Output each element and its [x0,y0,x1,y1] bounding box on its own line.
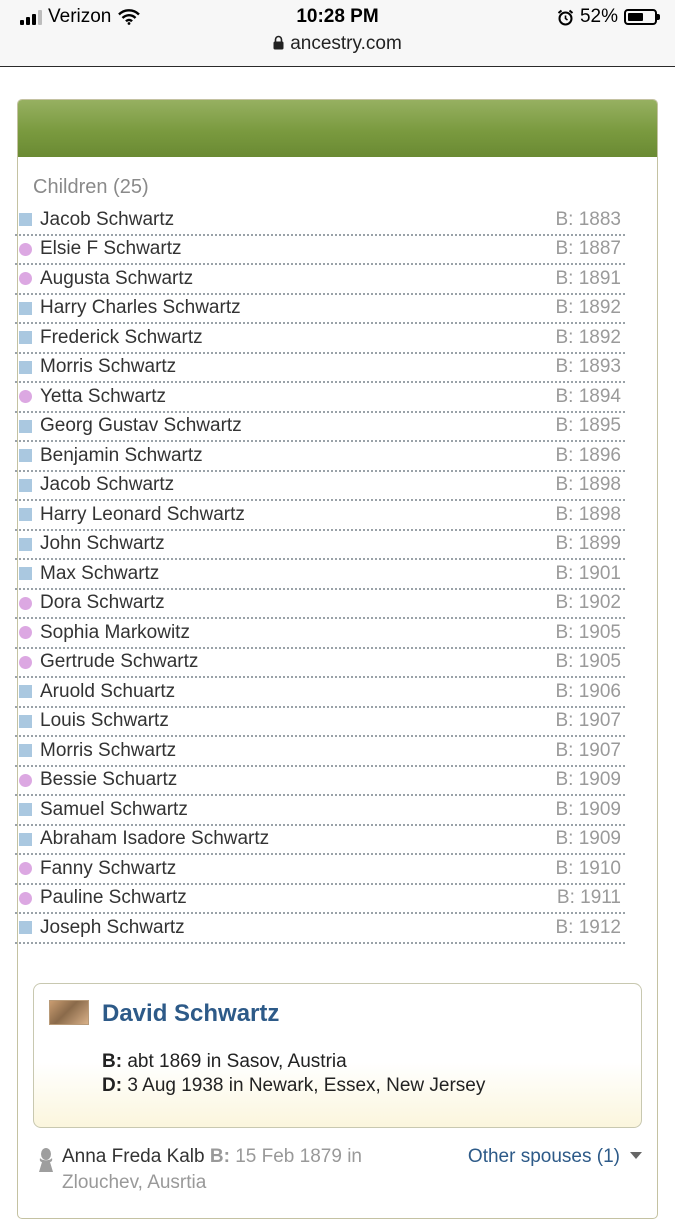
child-name-link[interactable]: Joseph Schwartz [40,916,185,938]
child-birth-year: B: 1905 [555,651,621,673]
person-photo-thumbnail[interactable] [49,1000,89,1025]
children-title: Children (25) [33,176,149,198]
child-row[interactable] [15,472,625,502]
child-name-link[interactable]: Sophia Markowitz [40,621,190,643]
person-death-fact [102,1075,485,1097]
status-bar [0,0,675,67]
child-row[interactable] [15,236,625,266]
child-birth-year: B: 1910 [555,857,621,879]
female-marker-icon [19,243,32,256]
child-row[interactable] [15,678,625,708]
female-marker-icon [19,272,32,285]
male-marker-icon [19,803,32,816]
child-row[interactable] [15,708,625,738]
child-name-link[interactable]: Augusta Schwartz [40,267,194,289]
male-marker-icon [19,567,32,580]
child-birth-year: B: 1909 [555,828,621,850]
child-row[interactable] [15,767,625,797]
other-spouses-label: Other spouses (1) [467,1146,620,1167]
child-row[interactable] [15,413,625,443]
child-birth-year: B: 1894 [555,385,621,407]
child-name-link[interactable]: Gertrude Schwartz [40,651,199,673]
url-text: ancestry.com [290,33,402,54]
child-birth-year: B: 1892 [555,297,621,319]
carrier-label: Verizon [48,6,112,27]
child-name-link[interactable]: Benjamin Schwartz [40,444,203,466]
death-label: D: [102,1075,123,1096]
male-marker-icon [19,921,32,934]
child-birth-year: B: 1892 [555,326,621,348]
child-birth-year: B: 1907 [555,739,621,761]
spouse-birth-value: 15 Feb 1879 in [235,1146,362,1167]
child-name-link[interactable]: Morris Schwartz [40,739,177,761]
child-birth-year: B: 1902 [555,592,621,614]
child-birth-year: B: 1891 [555,267,621,289]
child-birth-year: B: 1911 [556,887,621,909]
child-row[interactable] [15,324,625,354]
child-row[interactable] [15,442,625,472]
child-birth-year: B: 1912 [555,916,621,938]
child-birth-year: B: 1883 [555,208,621,230]
male-marker-icon [19,302,32,315]
child-name-link[interactable]: Louis Schwartz [40,710,169,732]
female-silhouette-icon [36,1146,56,1174]
birth-value: abt 1869 in Sasov, Austria [127,1051,347,1072]
spouse-birth-place: Zlouchev, Ausrtia [62,1172,207,1193]
child-name-link[interactable]: John Schwartz [40,533,165,555]
child-row[interactable] [15,354,625,384]
male-marker-icon [19,744,32,757]
child-birth-year: B: 1901 [555,562,621,584]
child-birth-year: B: 1907 [555,710,621,732]
children-list [15,206,625,944]
child-name-link[interactable]: Frederick Schwartz [40,326,203,348]
child-birth-year: B: 1893 [555,356,621,378]
child-birth-year: B: 1899 [555,533,621,555]
child-name-link[interactable]: Max Schwartz [40,562,160,584]
child-birth-year: B: 1898 [555,474,621,496]
male-marker-icon [19,508,32,521]
male-marker-icon [19,538,32,551]
child-row[interactable] [15,206,625,236]
child-name-link[interactable]: Elsie F Schwartz [40,238,182,260]
child-row[interactable] [15,885,625,915]
status-right [557,6,657,28]
male-marker-icon [19,361,32,374]
status-time: 10:28 PM [296,6,379,27]
person-card[interactable] [33,983,642,1128]
birth-label: B: [102,1051,123,1072]
male-marker-icon [19,479,32,492]
female-marker-icon [19,892,32,905]
female-marker-icon [19,862,32,875]
male-marker-icon [19,715,32,728]
spouse-row [33,1144,642,1200]
child-row[interactable] [15,796,625,826]
child-name-link[interactable]: Fanny Schwartz [40,857,177,879]
child-name-link[interactable]: Harry Charles Schwartz [40,297,241,319]
alarm-icon [557,9,574,26]
child-birth-year: B: 1909 [555,769,621,791]
child-name-link[interactable]: Morris Schwartz [40,356,177,378]
lock-icon [273,35,284,50]
child-birth-year: B: 1909 [555,798,621,820]
female-marker-icon [19,656,32,669]
child-birth-year: B: 1895 [555,415,621,437]
child-birth-year: B: 1906 [555,680,621,702]
child-row[interactable] [15,383,625,413]
death-value: 3 Aug 1938 in Newark, Essex, New Jersey [127,1075,486,1096]
child-name-link[interactable]: Aruold Schuartz [40,680,176,702]
child-name-link[interactable]: Pauline Schwartz [40,887,187,909]
spouse-line [62,1146,362,1168]
child-row[interactable] [15,590,625,620]
child-name-link[interactable]: Yetta Schwartz [40,385,167,407]
url-bar[interactable] [0,33,675,55]
male-marker-icon [19,833,32,846]
child-row[interactable] [15,914,625,944]
female-marker-icon [19,774,32,787]
male-marker-icon [19,213,32,226]
child-row[interactable] [15,265,625,295]
child-birth-year: B: 1905 [555,621,621,643]
child-name-link[interactable]: Georg Gustav Schwartz [40,415,242,437]
child-row[interactable] [15,737,625,767]
child-birth-year: B: 1887 [555,238,621,260]
child-row[interactable] [15,826,625,856]
child-row[interactable] [15,649,625,679]
child-name-link[interactable]: Bessie Schuartz [40,769,178,791]
child-name-link[interactable]: Jacob Schwartz [40,208,175,230]
battery-percent: 52% [579,6,618,27]
person-name-link[interactable]: David Schwartz [102,1000,280,1027]
card-header-bar [18,100,657,157]
female-marker-icon [19,597,32,610]
child-row[interactable] [15,501,625,531]
child-birth-year: B: 1898 [555,503,621,525]
person-birth-fact [102,1051,347,1073]
child-name-link[interactable]: Harry Leonard Schwartz [40,503,245,525]
child-name-link[interactable]: Jacob Schwartz [40,474,175,496]
male-marker-icon [19,685,32,698]
battery-icon [624,9,657,25]
male-marker-icon [19,420,32,433]
male-marker-icon [19,331,32,344]
spouse-name-link[interactable]: Anna Freda Kalb [62,1146,205,1167]
child-name-link[interactable]: Dora Schwartz [40,592,165,614]
child-row[interactable] [15,531,625,561]
child-row[interactable] [15,619,625,649]
child-row[interactable] [15,855,625,885]
child-name-link[interactable]: Samuel Schwartz [40,798,188,820]
female-marker-icon [19,390,32,403]
male-marker-icon [19,449,32,462]
child-birth-year: B: 1896 [555,444,621,466]
spouse-birth-label: B: [209,1146,230,1167]
female-marker-icon [19,626,32,639]
child-name-link[interactable]: Abraham Isadore Schwartz [40,828,270,850]
other-spouses-dropdown[interactable] [468,1146,642,1168]
child-row[interactable] [15,560,625,590]
caret-down-icon [630,1152,642,1159]
child-row[interactable] [15,295,625,325]
